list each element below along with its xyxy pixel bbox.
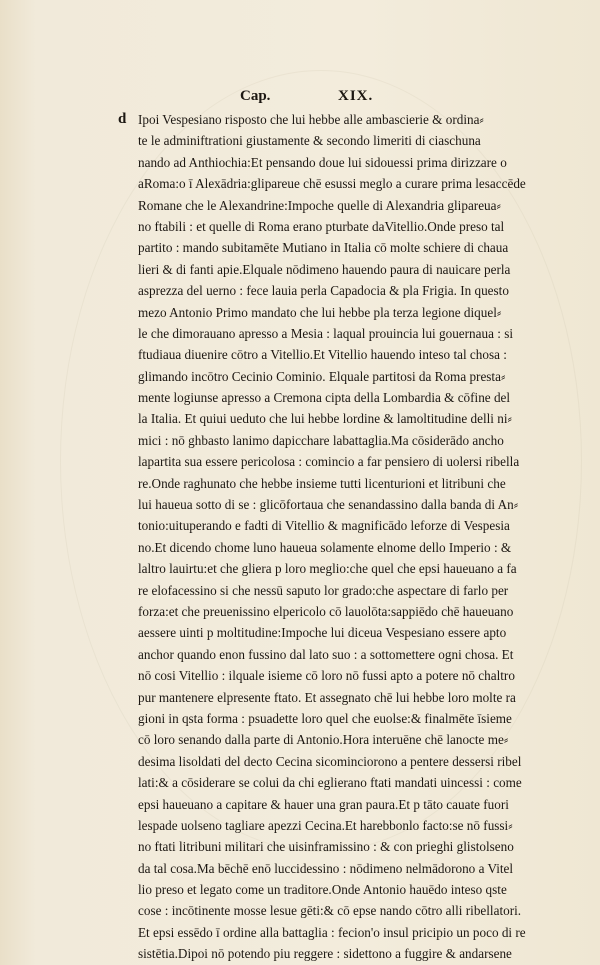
text-line: tonio:uituperando e fadti di Vitellio & magnificādo leforze di Vespesia — [138, 518, 510, 534]
text-line — [118, 109, 568, 130]
text-line: nō cosi Vitellio : ilquale isieme cō loro nō fussi apto a potere nō chaltro — [138, 668, 515, 684]
text-line: te le adminiftrationi giustamente & secondo limeriti di ciaschuna — [138, 133, 481, 149]
text-line: da tal cosa.Ma bēchē enō luccidessino : nōdimeno nelmādorono a Vitel — [138, 860, 514, 876]
text-line: asprezza del uerno : fece lauia perla Capadocia & pla Frigia. In questo — [138, 283, 509, 299]
chapter-label: Cap. — [240, 88, 271, 104]
text-line: lapartita sua essere pericolosa : comincio a far pensiero di uolersi ribella — [138, 454, 520, 470]
body-text — [118, 109, 568, 965]
text-line: pur mantenere elpresente ftato. Et assegnato chē lui hebbe loro molte ra — [138, 689, 516, 705]
running-header — [240, 88, 440, 108]
text-line: la Italia. Et quiui ueduto che lui hebbe lordine & lamoltitudine delli ni⸗ — [138, 411, 512, 427]
text-line: lieri & di fanti apie.Elquale nōdimeno hauendo paura di nauicare perla — [138, 261, 511, 277]
text-line: desima lisoldati del decto Cecina sicominciorono a pentere dessersi ribel — [138, 753, 522, 769]
text-line: lati:& a cōsiderare se colui da chi eglierano ftati mandati uincessi : come — [138, 775, 522, 791]
text-line: mezo Antonio Primo mandato che lui hebbe pla terza legione diquel⸗ — [138, 304, 502, 320]
text-line: mici : nō ghbasto lanimo dapicchare labattaglia.Ma cōsiderādo ancho — [138, 432, 504, 448]
text-line: gioni in qsta forma : psuadette loro quel che euolse:& finalmēte īsieme — [138, 710, 512, 726]
text-line: epsi haueuano a capitare & hauer una gran paura.Et p tāto cauate fuori — [138, 796, 509, 812]
text-line: lio preso et legato come un traditore.Onde Antonio hauēdo inteso qste — [138, 882, 507, 898]
text-line: lui haueua sotto di se : glicōfortaua che senandassino dalla banda di An⸗ — [138, 497, 519, 513]
text-line: no ftabili : et quelle di Roma erano pturbate daVitellio.Onde preso tal — [138, 218, 505, 234]
page-number: XIX. — [338, 88, 374, 104]
text-line: aRoma:o ī Alexādria:glipareue chē esussi meglo a curare prima lesaccēde — [138, 176, 526, 192]
text-line: re elofacessino si che nessū saputo lor grado:che aspectare di farlo per — [138, 582, 509, 598]
text-line: Et epsi essēdo ī ordine alla battaglia : fecion'o insul pricipio un poco di re — [138, 924, 526, 940]
text-line: anchor quando enon fussino dal lato suo : a sottomettere ogni chosa. Et — [138, 646, 514, 662]
text-line: cō loro senando dalla parte di Antonio.Hora interuēne chē lanocte me⸗ — [138, 732, 509, 748]
text-line: partito : mando subitamēte Mutiano in Italia cō molte schiere di chaua — [138, 240, 509, 256]
marginal-letter: d — [118, 111, 127, 127]
text-line: nando ad Anthiochia:Et pensando doue lui sidouessi prima dirizzare o — [138, 154, 507, 170]
text-line: no ftati litribuni militari che uisinframissino : & con prieghi glistolseno — [138, 839, 514, 855]
text-line: forza:et che preuenissino elpericolo cō lauolōta:sappiēdo chē haueuano — [138, 603, 514, 619]
text-line: glimando incōtro Cecinio Cominio. Elquale partitosi da Roma presta⸗ — [138, 368, 506, 384]
line-text: Ipoi Vespesiano risposto che lui hebbe alle ambascierie & ordina⸗ — [138, 112, 484, 127]
text-line: mente logiunse apresso a Cremona cipta della Lombardia & cōfine del — [138, 390, 511, 406]
text-line: re.Onde raghunato che hebbe insieme tutti licenturioni et litribuni che — [138, 475, 506, 491]
text-line: lespade uolseno tagliare apezzi Cecina.Et harebbonlo facto:se nō fussi⸗ — [138, 817, 513, 833]
text-line: laltro lauirtu:et che gliera p loro meglio:che quel che epsi haueuano a fa — [138, 561, 517, 577]
text-line: cose : incōtinente mosse lesue gēti:& cō epse nando cōtro alli ribellatori. — [138, 903, 522, 919]
text-line: le che dimorauano apresso a Mesia : laqual prouincia lui gouernaua : si — [138, 325, 513, 341]
text-line: aessere uinti p moltitudine:Impoche lui diceua Vespesiano essere apto — [138, 625, 507, 641]
text-line: ftudiaua diuenire cōtro a Vitellio.Et Vitellio hauendo inteso tal chosa : — [138, 347, 507, 363]
text-line: sistētia.Dipoi nō potendo piu reggere : sidettono a fuggire & andarsene — [138, 946, 512, 962]
text-line: Romane che le Alexandrine:Impoche quelle di Alexandria glipareua⸗ — [138, 197, 501, 213]
text-line: no.Et dicendo chome luno haueua solamente elnome dello Imperio : & — [138, 539, 512, 555]
